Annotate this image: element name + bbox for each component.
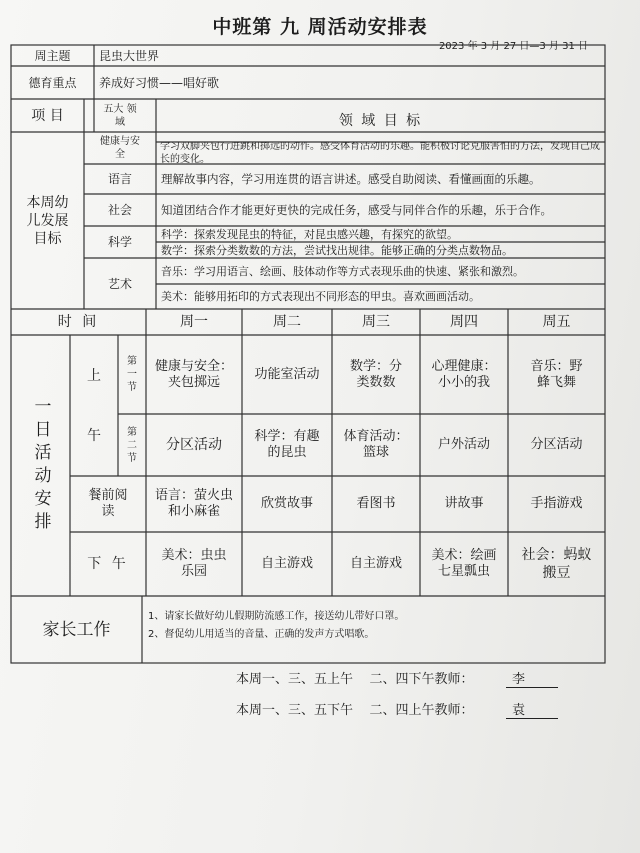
section-2-label: 第二节 xyxy=(127,426,137,464)
cell-tue-sec1: 功能室活动 xyxy=(254,366,320,382)
domain-social: 社会 xyxy=(107,203,132,217)
afternoon-label: 下 午 xyxy=(87,556,129,572)
day-mon: 周一 xyxy=(180,314,208,330)
section-1-label: 第一节 xyxy=(127,356,137,393)
domain-language: 语言 xyxy=(107,172,132,186)
day-thu: 周四 xyxy=(450,314,478,330)
cell-fri-pre-meal: 手指游戏 xyxy=(530,496,583,511)
theme-value: 昆虫大世界 xyxy=(99,48,160,63)
goal-social: 知道团结合作才能更好更快的完成任务，感受与同伴合作的乐趣，乐于合作。 xyxy=(161,203,552,217)
cell-thu-sec2: 户外活动 xyxy=(437,437,490,452)
cell-tue-sec2: 科学：有趣的昆虫 xyxy=(254,429,320,460)
goals-header: 领 域 目 标 xyxy=(338,112,423,129)
pre-meal-label: 餐前阅读 xyxy=(88,488,128,519)
morning-label: 上 午 xyxy=(87,367,101,444)
goal-art-2: 美术：能够用拓印的方式表现出不同形态的甲虫。喜欢画画活动。 xyxy=(161,290,480,303)
teacher-signature-2: 袁 xyxy=(506,699,558,719)
item-header: 项 目 xyxy=(31,107,64,124)
teacher-line-2-text: 本周一、三、五下午 二、四上午教师： xyxy=(236,703,474,718)
goal-art-1: 音乐：学习用语言、绘画、肢体动作等方式表现乐曲的快速、紧张和激烈。 xyxy=(161,264,524,278)
cell-mon-sec2: 分区活动 xyxy=(166,437,222,453)
cell-thu-pre-meal: 讲故事 xyxy=(444,496,484,511)
cell-tue-pre-meal: 欣赏故事 xyxy=(260,496,313,511)
daily-schedule-label xyxy=(11,335,70,596)
domain-health: 健康与安全 xyxy=(100,136,140,160)
cell-thu-sec1: 心理健康：小小的我 xyxy=(431,358,497,390)
cell-wed-sec2: 体育活动：篮球 xyxy=(343,429,409,460)
day-tue: 周二 xyxy=(273,314,301,330)
daily-schedule-text: 一日活动安排 xyxy=(30,396,51,535)
cell-wed-afternoon: 自主游戏 xyxy=(349,556,402,571)
teacher-line-1-text: 本周一、三、五上午 二、四下午教师： xyxy=(236,672,474,687)
theme-label: 周主题 xyxy=(34,48,71,63)
page-title: 中班第 九 周活动安排表 xyxy=(212,16,428,38)
cell-mon-pre-meal: 语言：萤火虫和小麻雀 xyxy=(154,488,233,519)
domain-science: 科学 xyxy=(107,235,132,249)
cell-mon-sec1: 健康与安全：夹包掷远 xyxy=(154,358,233,390)
date-range: 2023 年 3 月 27 日—3 月 31 日 xyxy=(438,41,588,52)
schedule-table xyxy=(10,44,606,664)
moral-value: 养成好习惯——唱好歌 xyxy=(99,75,220,90)
cell-thu-afternoon: 美术：绘画七星瓢虫 xyxy=(431,548,497,579)
cell-mon-afternoon: 美术：虫虫乐园 xyxy=(161,548,227,579)
goals-label: 本周幼儿发展目标 xyxy=(26,194,69,247)
time-header: 时 间 xyxy=(57,314,100,330)
cell-fri-afternoon: 社会：蚂蚁搬豆 xyxy=(521,547,592,581)
parents-work-line-1: 1、请家长做好幼儿假期防流感工作，接送幼儿带好口罩。 xyxy=(148,611,405,622)
goal-science-1: 科学：探索发现昆虫的特征，对昆虫感兴趣，有探究的欲望。 xyxy=(161,227,458,241)
day-fri: 周五 xyxy=(542,314,571,330)
cell-fri-sec2: 分区活动 xyxy=(530,437,583,452)
teacher-signature-1: 李 xyxy=(506,668,558,688)
goal-health: 学习双脚夹包行进跳和掷远的动作。感受体育活动的乐趣。能积极讨论克服害怕的方法，发现自己成长的变化。 xyxy=(160,142,600,164)
day-wed: 周三 xyxy=(362,314,390,330)
goal-language: 理解故事内容，学习用连贯的语言讲述。感受自助阅读、看懂画面的乐趣。 xyxy=(161,172,541,186)
goal-science-2: 数学：探索分类数数的方法，尝试找出规律。能够正确的分类点数物品。 xyxy=(161,243,513,257)
cell-wed-pre-meal: 看图书 xyxy=(356,496,396,511)
parents-work-line-2: 2、督促幼儿用适当的音量、正确的发声方式唱歌。 xyxy=(148,629,375,640)
moral-label: 德育重点 xyxy=(28,75,77,90)
cell-fri-sec1: 音乐：野蜂飞舞 xyxy=(530,358,583,390)
parents-work-label: 家长工作 xyxy=(42,619,111,640)
cell-tue-afternoon: 自主游戏 xyxy=(260,556,313,571)
cell-wed-sec1: 数学：分类数数 xyxy=(349,358,402,390)
domains-header: 五大 领 域 xyxy=(103,103,137,128)
domain-art: 艺术 xyxy=(107,276,132,291)
